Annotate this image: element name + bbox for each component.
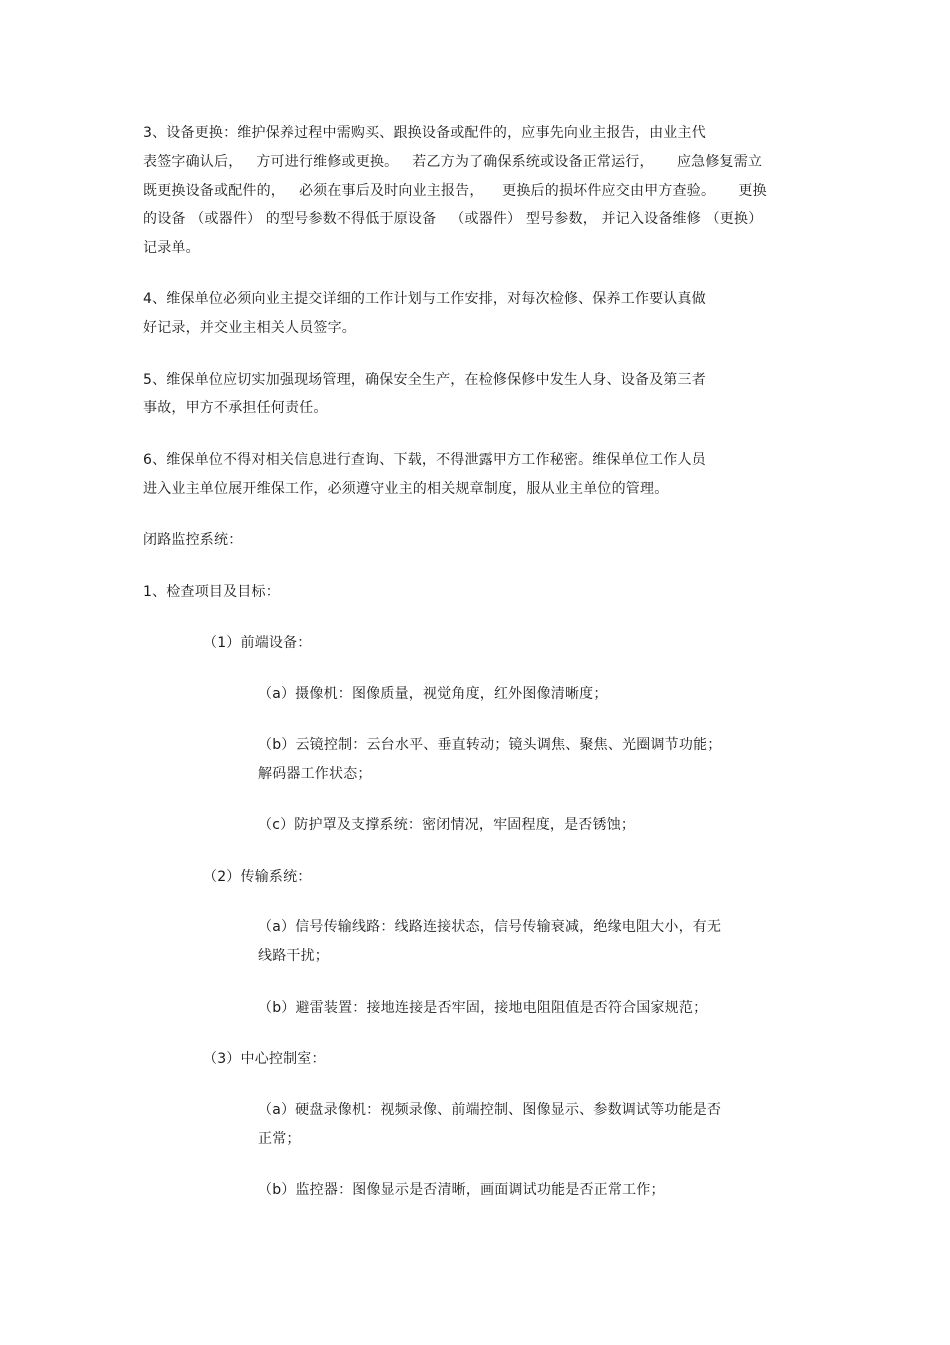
transmission-a-line1: （a）信号传输线路：线路连接状态，信号传输衰减，绝缘电阻大小，有无 [258,919,722,935]
para3-line3: 既更换设备或配件的， 必须在事后及时向业主报告， 更换后的损坏件应交由甲方查验。 更换 [143,183,767,199]
transmission-b: （b）避雷装置：接地连接是否牢固，接地电阻阻值是否符合国家规范； [258,1000,708,1016]
control-room-title: （3）中心控制室： [203,1051,326,1067]
front-end-b-line1: （b）云镜控制：云台水平、垂直转动；镜头调焦、聚焦、光圈调节功能； [258,737,722,753]
front-end-b-line2: 解码器工作状态； [258,766,372,782]
para3-line4: 的设备 （或器件） 的型号参数不得低于原设备 （或器件） 型号参数， 并记入设备维修 （更换） [143,211,763,227]
control-room-b: （b）监控器：图像显示是否清晰，画面调试功能是否正常工作； [258,1182,665,1198]
para5-line1: 5、维保单位应切实加强现场管理，确保安全生产，在检修保修中发生人身、设备及第三者 [143,372,706,388]
section-title: 闭路监控系统： [143,532,243,548]
transmission-a-line2: 线路干扰； [258,948,329,964]
item1-heading: 1、检查项目及目标： [143,584,280,600]
para6-line1: 6、维保单位不得对相关信息进行查询、下载，不得泄露甲方工作秘密。维保单位工作人员 [143,452,706,468]
control-room-a-line1: （a）硬盘录像机：视频录像、前端控制、图像显示、参数调试等功能是否 [258,1102,722,1118]
para4-line2: 好记录，并交业主相关人员签字。 [143,320,356,336]
control-room-a-line2: 正常； [258,1131,301,1147]
para3-line5: 记录单。 [143,240,200,256]
front-end-a: （a）摄像机：图像质量，视觉角度，红外图像清晰度； [258,686,608,702]
front-end-title: （1）前端设备： [203,635,312,651]
front-end-c: （c）防护罩及支撑系统：密闭情况，牢固程度，是否锈蚀； [258,817,636,833]
para3-line1: 3、设备更换：维护保养过程中需购买、跟换设备或配件的，应事先向业主报告，由业主代 [143,125,706,141]
para3-line2: 表签字确认后， 方可进行维修或更换。 若乙方为了确保系统或设备正常运行， 应急修复需立 [143,154,763,170]
para6-line2: 进入业主单位展开维保工作，必须遵守业主的相关规章制度，服从业主单位的管理。 [143,481,669,497]
para4-line1: 4、维保单位必须向业主提交详细的工作计划与工作安排，对每次检修、保养工作要认真做 [143,291,706,307]
transmission-title: （2）传输系统： [203,869,312,885]
para5-line2: 事故，甲方不承担任何责任。 [143,400,328,416]
